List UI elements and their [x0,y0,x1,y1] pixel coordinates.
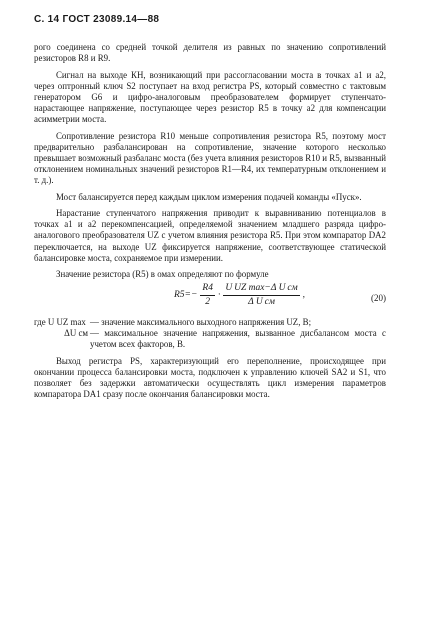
definition-text: — значение максимального выходного напряжения UZ, В; [90,317,312,328]
fraction-denominator: Δ U см [248,297,275,308]
fraction-r4-half [200,283,215,308]
definition-row [34,328,386,350]
definition-term: где U UZ max [34,317,86,328]
paragraph-3: Сопротивление резистора R10 меньше сопротивления резистора R5, поэтому мост предварительно разбалансирован на сопротивление, значение которого несколько превышает возможный разбаланс моста (без учета влияния резисторов R10 и R5, вызванный отклонением номинальных значений резисторов R1—R4, их температурным отклонением и т. д.). [34,130,386,186]
formula-lhs: R5= [174,290,191,301]
formula-dot: · [217,290,221,301]
paragraph-5: Нарастание ступенчатого напряжения приводит к выравниванию потенциалов в точках а1 и а2 перекомпенсацией, определяемой значением младшего разряда цифро-аналогового преобразователя UZ с учетом влияния резистора R5. При этом компаратор DA2 переключается, на выходе UZ фиксируется напряжение, соответствующее статической балансировке моста, сохраняемое при измерении. [34,208,386,263]
formula-minus: − [190,290,198,301]
equation-number: (20) [371,293,386,304]
paragraph-6: Значение резистора (R5) в омах определяют по формуле [56,269,269,280]
body-text [34,42,386,400]
fraction-numerator: U UZ max−Δ U см [223,283,299,296]
fraction-denominator: 2 [205,297,211,308]
fraction-voltage-ratio [223,283,299,308]
paragraph-4: Мост балансируется перед каждым циклом измерения подачей команды «Пуск». [56,191,362,202]
definitions-list [34,317,386,350]
paragraph-7: Выход регистра PS, характеризующий его переполнение, происходящее при окончании процесса балансировки моста, подключен к управлению ключей SA2 и S1, что позволяет без задержки автоматически осуществлять цикл измерения параметров компаратора DA1 сразу после окончания балансировки моста. [34,356,386,400]
formula-block [34,283,386,317]
paragraph-2: Сигнал на выходе КН, возникающий при рассогласовании моста в точках а1 и а2, через оптронный ключ S2 поступает на вход регистра PS, который совместно с тактовым генератором G6 и цифро-аналоговым преобразователем формирует ступенчато-нарастающее напряжение, поступающее через резистор R5 в точку а2 для компенсации асимметрии моста. [34,69,386,125]
fraction-numerator: R4 [200,283,215,296]
formula-20 [174,283,305,308]
formula-comma: , [302,290,306,301]
definition-row [34,317,386,328]
paragraph-1: рого соединена со средней точкой делителя из равных по значению сопротивлений резисторов R8 и R9. [34,42,386,64]
definition-text: — максимальное значение напряжения, вызванное дисбалансом моста с учетом всех факторов, В. [90,328,386,350]
definition-term: ΔU см [64,328,88,339]
page-header: С. 14 ГОСТ 23089.14—88 [34,14,160,25]
